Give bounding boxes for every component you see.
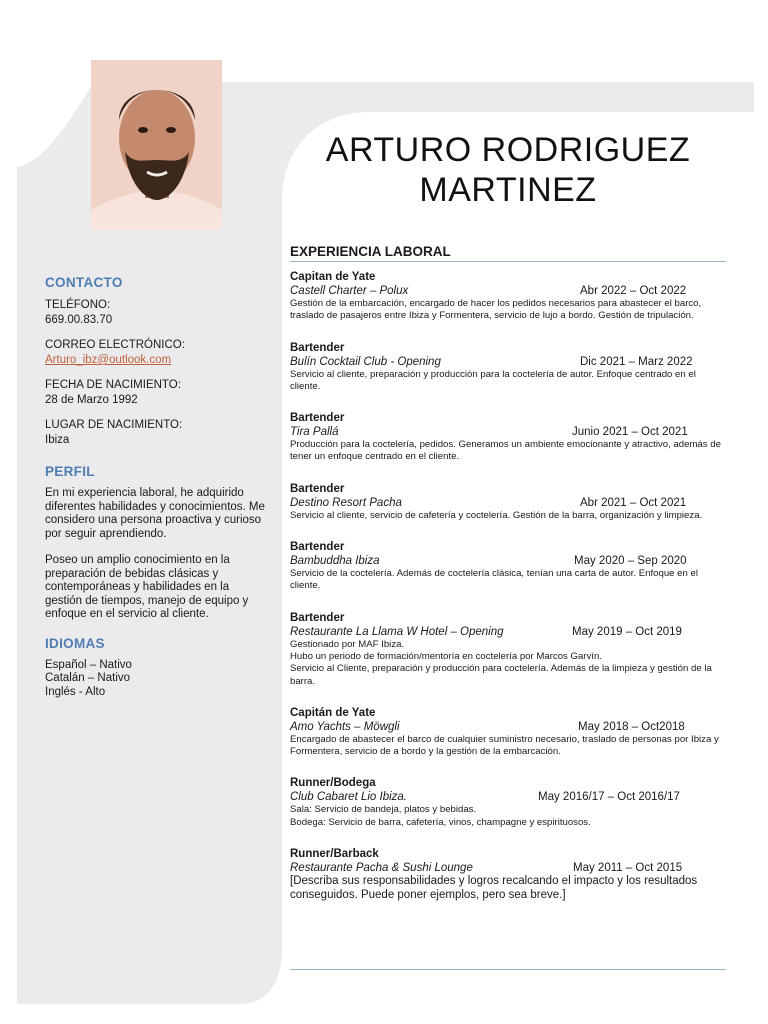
language-item: Catalán – Nativo — [45, 672, 131, 684]
job-dates: May 2011 – Oct 2015 — [573, 862, 683, 875]
job-company-row — [290, 554, 726, 568]
job-description: Bodega: Servicio de barra, cafetería, vinos, champagne y espirituosos. — [290, 816, 591, 828]
languages-heading: IDIOMAS — [45, 635, 105, 651]
profile-heading: PERFIL — [45, 464, 95, 479]
job-entry — [290, 612, 726, 688]
job-dates: May 2016/17 – Oct 2016/17 — [538, 791, 680, 804]
job-description: Gestionado por MAF Ibiza. — [290, 638, 405, 650]
job-company: Amo Yachts – Möwgli — [290, 720, 400, 733]
job-title: Bartender — [290, 482, 345, 495]
job-description: Servicio al cliente, preparación y producción para la coctelería de autor. Enfoque centrado en el cliente. — [290, 368, 696, 392]
job-company-row — [290, 425, 726, 439]
bottom-divider — [290, 969, 726, 970]
job-title: Runner/Bodega — [290, 777, 376, 790]
job-company: Castell Charter – Polux — [290, 285, 409, 297]
job-description: Servicio al cliente, servicio de cafetería y coctelería. Gestión de la barra, organización y limpieza. — [290, 509, 703, 521]
job-title: Bartender — [290, 412, 345, 425]
job-description: Hubo un periodo de formación/mentoría en coctelería por Marcos Garvín. — [290, 650, 602, 662]
job-company: Destino Resort Pacha — [290, 496, 402, 509]
experience-section — [290, 244, 726, 902]
full-name — [288, 130, 728, 210]
job-title: Bartender — [290, 341, 345, 354]
job-title: Bartender — [290, 541, 345, 554]
place-value: Ibiza — [45, 434, 70, 446]
phone-label: TELÉFONO: — [45, 299, 111, 311]
job-entry — [290, 707, 726, 759]
job-entry — [290, 342, 726, 394]
place-label: LUGAR DE NACIMIENTO: — [45, 419, 183, 431]
job-dates: Dic 2021 – Marz 2022 — [580, 355, 693, 368]
birth-value: 28 de Marzo 1992 — [45, 394, 138, 406]
job-dates: May 2019 – Oct 2019 — [572, 625, 682, 638]
job-description: Encargado de abastecer el barco de cualquier suministro necesario, traslado de personas por Ibiza y Formentera, servicio de a bordo y la gestión de la embarcación. — [290, 733, 719, 758]
job-company-row — [290, 720, 726, 734]
job-company-row — [290, 496, 726, 510]
job-company: Tira Pallá — [290, 426, 339, 439]
job-description: Servicio de la coctelería. Además de coctelería clásica, tenían una carta de autor. Enfoque en el cliente. — [290, 568, 698, 592]
job-description: Servicio al Cliente, preparación y producción para coctelería. Además de la limpieza y gestión de la barra. — [290, 663, 712, 687]
job-title: Runner/Barback — [290, 848, 379, 861]
job-entry — [290, 412, 726, 464]
experience-heading: EXPERIENCIA LABORAL — [290, 244, 726, 262]
email-link[interactable]: Arturo_ibz@outlook.com — [45, 354, 172, 366]
job-title: Capitan de Yate — [290, 271, 376, 283]
job-description: Gestión de la embarcación, encargado de hacer los pedidos necesarios para abastecer el barco, traslado de pasajeros entre Ibiza y Formentera, servicio de lujo a bordo. Gestión de tripulación. — [290, 298, 702, 322]
job-company: Bulín Cocktail Club - Opening — [290, 355, 441, 368]
job-description: Sala: Servicio de bandeja, platos y bebidas. — [290, 804, 477, 816]
birth-label: FECHA DE NACIMIENTO: — [45, 379, 181, 391]
job-company: Bambuddha Ibiza — [290, 555, 380, 568]
job-dates: May 2020 – Sep 2020 — [574, 555, 687, 568]
job-company-row — [290, 355, 726, 369]
job-dates: Abr 2021 – Oct 2021 — [580, 496, 687, 509]
job-entry — [290, 271, 726, 323]
job-dates: Junio 2021 – Oct 2021 — [572, 426, 688, 439]
language-item: Español – Nativo — [45, 658, 132, 671]
job-dates: May 2018 – Oct2018 — [578, 720, 685, 733]
sidebar — [45, 275, 265, 699]
profile-photo — [91, 60, 222, 230]
job-company-row — [290, 625, 726, 639]
contact-heading: CONTACTO — [45, 275, 123, 290]
job-company-row — [290, 861, 726, 875]
job-entry — [290, 541, 726, 593]
job-dates: Abr 2022 – Oct 2022 — [580, 285, 687, 297]
job-title: Bartender — [290, 611, 345, 624]
job-description: [Describa sus responsabilidades y logros recalcando el impacto y los resultados conseguidos. Puede poner ejemplos, pero sea breve.] — [290, 875, 698, 901]
profile-paragraph-2: Poseo un amplio conocimiento en la preparación de bebidas clásicas y contemporáneas y habilidades en la gestión de tiempos, manejo de equipo y enfoque en el servicio al cliente. — [45, 554, 249, 620]
job-entry — [290, 483, 726, 522]
job-entry — [290, 777, 726, 829]
email-label: CORREO ELECTRÓNICO: — [45, 339, 185, 351]
name-line-1: ARTURO RODRIGUEZ — [325, 131, 691, 169]
language-item: Inglés - Alto — [45, 685, 106, 698]
phone-value: 669.00.83.70 — [45, 314, 113, 326]
job-company-row — [290, 790, 726, 804]
profile-paragraph-1: En mi experiencia laboral, he adquirido diferentes habilidades y conocimientos. Me considero una persona proactiva y curioso por seguir aprendiendo. — [45, 487, 265, 540]
job-company-row — [290, 284, 726, 298]
job-title: Capitán de Yate — [290, 706, 376, 719]
job-company: Restaurante La Llama W Hotel – Opening — [290, 625, 504, 638]
name-line-2: MARTINEZ — [419, 171, 597, 209]
job-description: Producción para la coctelería, pedidos. Generamos un ambiente emocionante y atractivo, además de tener un enfoque centrado en el cliente. — [290, 439, 721, 463]
job-entry — [290, 848, 726, 902]
job-company: Restaurante Pacha & Sushi Lounge — [290, 862, 473, 875]
job-list — [290, 271, 726, 902]
job-company: Club Cabaret Lio Ibiza. — [290, 791, 407, 804]
